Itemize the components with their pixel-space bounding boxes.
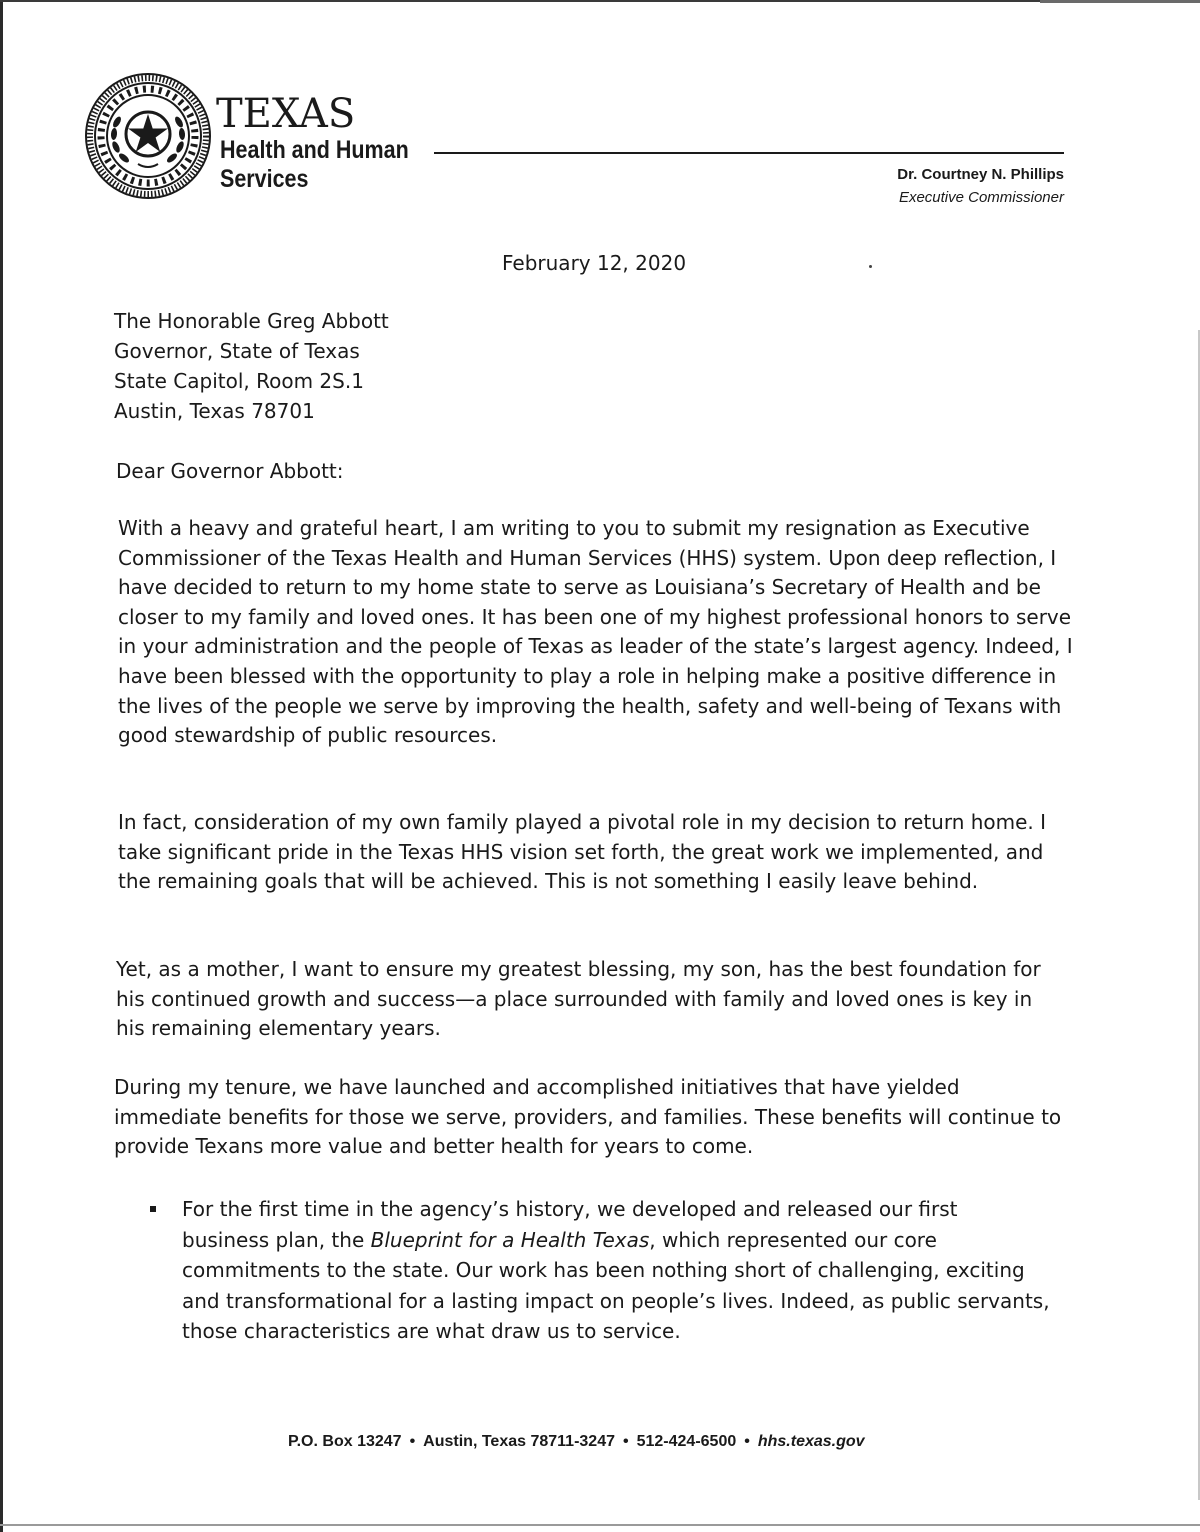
list-item bbox=[150, 1194, 1050, 1347]
header-rule bbox=[434, 152, 1064, 154]
salutation: Dear Governor Abbott: bbox=[116, 459, 344, 483]
scan-edge-top-right bbox=[1040, 0, 1200, 3]
agency-logo-line3: Services bbox=[220, 165, 309, 193]
blueprint-title: Blueprint for a Health Texas bbox=[370, 1227, 650, 1252]
footer-contact bbox=[288, 1433, 865, 1451]
scan-edge-bottom bbox=[0, 1524, 1200, 1526]
scan-speck bbox=[869, 265, 872, 268]
footer-separator: • bbox=[623, 1433, 629, 1450]
letter-date: February 12, 2020 bbox=[502, 251, 687, 275]
footer-separator: • bbox=[409, 1433, 416, 1450]
scan-edge-left bbox=[0, 0, 3, 1532]
body-paragraph: With a heavy and grateful heart, I am writing to you to submit my resignation as Executive Commissioner of the Texas Health and Human Services (HHS) system. Upon deep reflection, I have decided to return to my home state to serve as Louisiana’s Secretary of Health and be closer to my family and loved ones. It has been one of my highest professional honors to serve in your administration and the people of Texas as leader of the state’s largest agency. Indeed, I have been blessed with the opportunity to play a role in helping make a positive difference in the lives of the people we serve by improving the health, safety and well-being of Texans with good stewardship of public resources. bbox=[118, 516, 1073, 748]
square-bullet-icon bbox=[150, 1206, 156, 1212]
footer-website: hhs.texas.gov bbox=[757, 1433, 865, 1450]
footer-po-box: P.O. Box 13247 bbox=[288, 1433, 402, 1450]
body-paragraph: Yet, as a mother, I want to ensure my greatest blessing, my son, has the best foundation for his continued growth and success—a place surrounded with family and loved ones is key in his remaining elementary years. bbox=[116, 957, 1041, 1041]
footer-separator: • bbox=[744, 1433, 750, 1450]
texas-seal-icon bbox=[84, 72, 212, 200]
agency-logo-line2: Health and Human bbox=[220, 136, 409, 164]
scan-edge-top bbox=[0, 0, 1200, 2]
footer-phone: 512-424-6500 bbox=[636, 1433, 737, 1450]
initiatives-list bbox=[150, 1194, 1050, 1347]
recipient-line: State Capitol, Room 2S.1 bbox=[114, 369, 364, 393]
footer-city: Austin, Texas 78711-3247 bbox=[423, 1433, 615, 1450]
body-paragraph: During my tenure, we have launched and accomplished initiatives that have yielded immediate benefits for those we serve, providers, and families. These benefits will continue to provide Texans more value and better health for years to come. bbox=[114, 1075, 1062, 1159]
recipient-line: Governor, State of Texas bbox=[114, 339, 360, 363]
executive-title: Executive Commissioner bbox=[898, 189, 1064, 206]
recipient-line: The Honorable Greg Abbott bbox=[114, 309, 389, 333]
recipient-line: Austin, Texas 78701 bbox=[114, 399, 315, 423]
executive-name: Dr. Courtney N. Phillips bbox=[897, 166, 1064, 183]
recipient-address bbox=[114, 306, 389, 426]
agency-logo-subtitle bbox=[220, 136, 409, 194]
bullet-text-after: , which represented our core commitments to the state. Our work has been nothing short of challenging, exciting and transformational for a lasting impact on people’s lives. Indeed, as public servants, those characteristics are what draw us to service. bbox=[182, 1227, 1050, 1343]
body-paragraph: In fact, consideration of my own family played a pivotal role in my decision to return home. I take significant pride in the Texas HHS vision set forth, the great work we implemented, and the remaining goals that will be achieved. This is not something I easily leave behind. bbox=[118, 810, 1047, 894]
bullet-text-before: For the first time in the agency’s history, we developed and released our first business plan, the bbox=[182, 1197, 958, 1252]
agency-logo-title: TEXAS bbox=[216, 91, 356, 137]
